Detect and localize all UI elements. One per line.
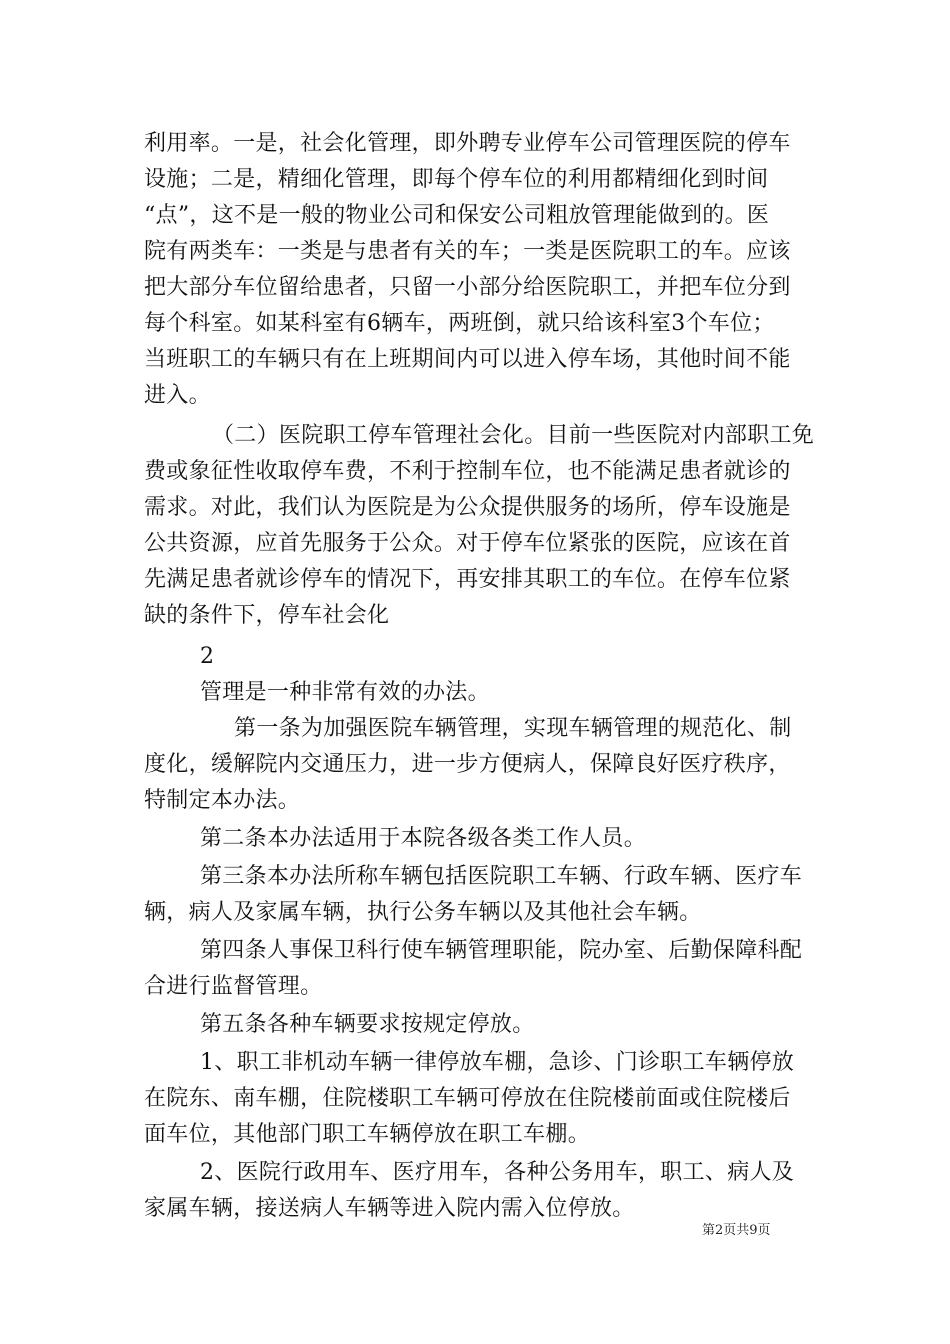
inline-page-number: 2 bbox=[200, 644, 215, 669]
list-item-line: 1、职工非机动车辆一律停放车棚，急诊、门诊职工车辆停放 bbox=[200, 1050, 795, 1075]
text-line: 每个科室。如某科室有6辆车，两班倒，就只给该科室3个车位； bbox=[144, 311, 775, 336]
text-line: 先满足患者就诊停车的情况下，再安排其职工的车位。在停车位紧 bbox=[144, 567, 791, 592]
article-line: 第三条本办法所称车辆包括医院职工车辆、行政车辆、医疗车 bbox=[200, 864, 803, 889]
text-line: 费或象征性收取停车费，不利于控制车位，也不能满足患者就诊的 bbox=[144, 459, 791, 484]
text-line: 管理是一种非常有效的办法。 bbox=[200, 680, 490, 705]
text-line: 辆，病人及家属车辆，执行公务车辆以及其他社会车辆。 bbox=[144, 900, 702, 925]
text-line: 需求。对此，我们认为医院是为公众提供服务的场所，停车设施是 bbox=[144, 495, 791, 520]
article-line: 第一条为加强医院车辆管理，实现车辆管理的规范化、制 bbox=[234, 716, 792, 741]
paragraph-heading-line: （二）医院职工停车管理社会化。目前一些医院对内部职工免 bbox=[212, 423, 815, 448]
text-line: 特制定本办法。 bbox=[144, 788, 301, 813]
text-line: 公共资源，应首先服务于公众。对于停车位紧张的医院，应该在首 bbox=[144, 531, 791, 556]
page-footer: 第2页共9页 bbox=[702, 1223, 771, 1238]
text-line: 缺的条件下，停车社会化 bbox=[144, 603, 390, 628]
text-line: 在院东、南车棚，住院楼职工车辆可停放在住院楼前面或住院楼后 bbox=[144, 1086, 791, 1111]
text-line: “点”，这不是一般的物业公司和保安公司粗放管理能做到的。医 bbox=[144, 203, 770, 228]
article-line: 第五条各种车辆要求按规定停放。 bbox=[200, 1012, 535, 1037]
text-line: 度化，缓解院内交通压力，进一步方便病人，保障良好医疗秩序， bbox=[144, 752, 791, 777]
article-line: 第二条本办法适用于本院各级各类工作人员。 bbox=[200, 826, 647, 851]
text-line: 当班职工的车辆只有在上班期间内可以进入停车场，其他时间不能 bbox=[144, 347, 791, 372]
text-line: 面车位，其他部门职工车辆停放在职工车棚。 bbox=[144, 1122, 591, 1147]
list-item-line: 2、医院行政用车、医疗用车，各种公务用车，职工、病人及 bbox=[200, 1160, 795, 1185]
text-line: 进入。 bbox=[144, 383, 211, 408]
text-line: 合进行监督管理。 bbox=[144, 974, 323, 999]
text-line: 家属车辆，接送病人车辆等进入院内需入位停放。 bbox=[144, 1196, 635, 1221]
text-line: 院有两类车：一类是与患者有关的车；一类是医院职工的车。应该 bbox=[144, 239, 791, 264]
article-line: 第四条人事保卫科行使车辆管理职能，院办室、后勤保障科配 bbox=[200, 938, 803, 963]
text-line: 设施；二是，精细化管理，即每个停车位的利用都精细化到时间 bbox=[144, 167, 769, 192]
text-line: 利用率。一是，社会化管理，即外聘专业停车公司管理医院的停车 bbox=[144, 131, 791, 156]
text-line: 把大部分车位留给患者，只留一小部分给医院职工，并把车位分到 bbox=[144, 275, 791, 300]
